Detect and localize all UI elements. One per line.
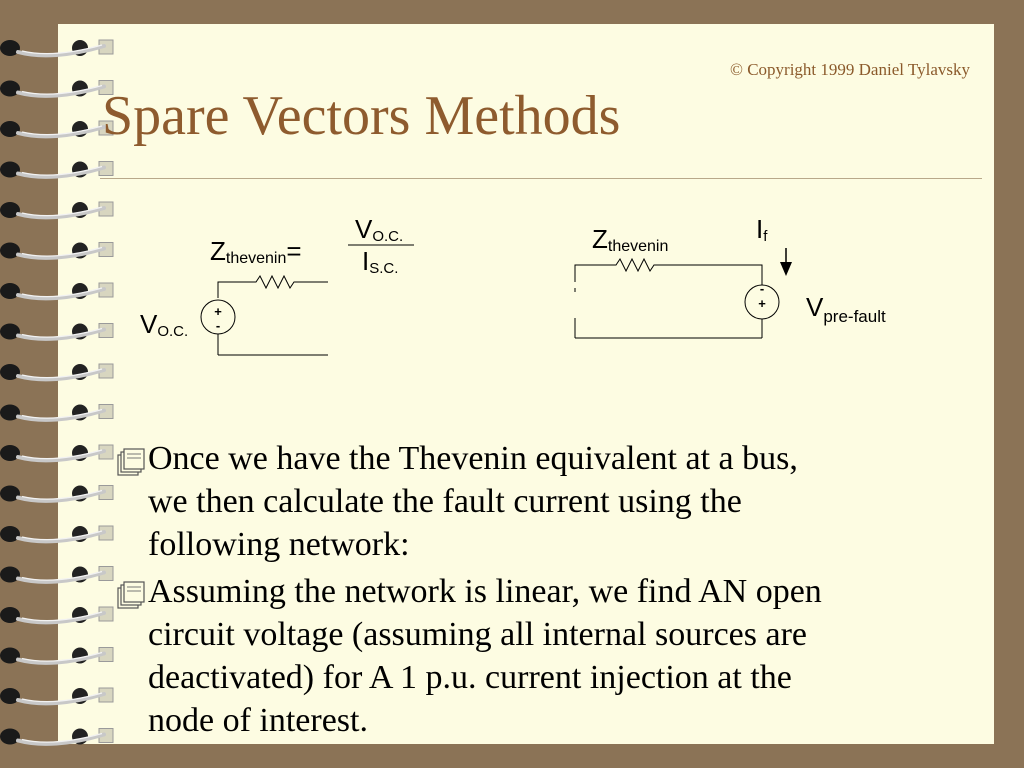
bullet-line: following network: bbox=[148, 526, 410, 563]
bullet-line: node of interest. bbox=[148, 702, 368, 739]
left-frac-numerator: VO.C. bbox=[355, 214, 404, 245]
right-circuit bbox=[575, 214, 886, 338]
bullet-item-thevenin bbox=[112, 437, 798, 566]
fault-current-arrow-icon bbox=[780, 262, 792, 276]
left-source-plus: + bbox=[214, 304, 222, 319]
left-voc-label: VO.C. bbox=[140, 309, 189, 340]
page-title: Spare Vectors Methods bbox=[102, 85, 621, 147]
left-resistor bbox=[218, 276, 328, 298]
right-source-plus: + bbox=[758, 296, 766, 311]
right-z-label: Zthevenin bbox=[592, 224, 669, 255]
bullet-item-linear-network bbox=[112, 570, 822, 742]
bullet-text bbox=[148, 437, 798, 566]
bullet-line: we then calculate the fault current using the bbox=[148, 483, 742, 520]
copyright-notice: © Copyright 1999 Daniel Tylavsky bbox=[730, 60, 970, 79]
bullet-line: deactivated) for A 1 p.u. current injection at the bbox=[148, 659, 792, 696]
sticky-note-icon bbox=[112, 574, 148, 610]
left-frac-denominator: IS.C. bbox=[362, 246, 399, 277]
right-resistor bbox=[575, 259, 762, 285]
bullet-line: circuit voltage (assuming all internal sources are bbox=[148, 616, 807, 653]
bullet-line: Assuming the network is linear, we find AN open bbox=[148, 573, 822, 610]
bullet-line: Once we have the Thevenin equivalent at a bus, bbox=[148, 440, 798, 477]
sticky-note-icon bbox=[112, 441, 148, 477]
left-source-minus: - bbox=[215, 318, 221, 333]
right-vprefault-label: $V_{pre-fault}$ bbox=[806, 292, 886, 326]
bullet-text bbox=[148, 570, 822, 742]
left-z-label: Zthevenin= bbox=[210, 236, 302, 267]
right-if-label: If bbox=[756, 214, 768, 245]
right-source-minus: - bbox=[759, 281, 765, 296]
left-circuit bbox=[140, 214, 414, 355]
